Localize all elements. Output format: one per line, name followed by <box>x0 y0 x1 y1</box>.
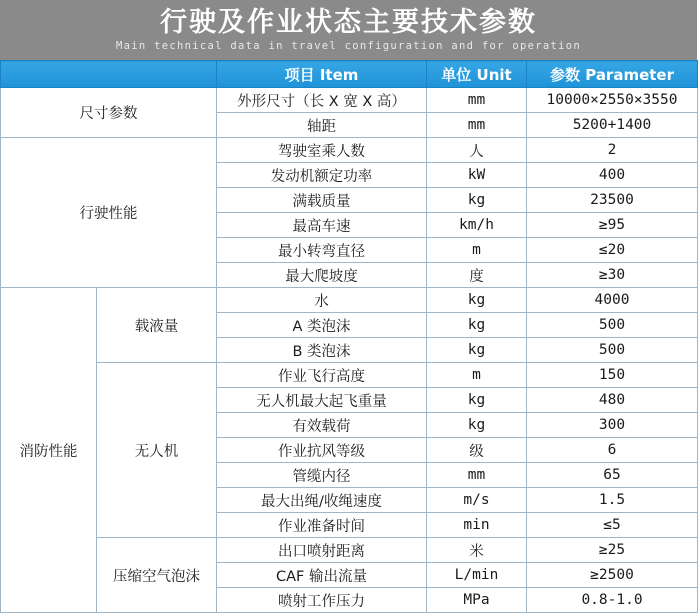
subgroup-label-liquid-capacity: 载液量 <box>97 288 217 363</box>
item-label: 最大出绳/收绳速度 <box>217 488 427 513</box>
item-label: 轴距 <box>217 113 427 138</box>
parameter-value: 400 <box>527 163 698 188</box>
header-text-block <box>116 6 581 52</box>
parameter-value: 2 <box>527 138 698 163</box>
subgroup-label-caf: 压缩空气泡沫 <box>97 538 217 613</box>
item-label: 满载质量 <box>217 188 427 213</box>
unit-label: mm <box>427 113 527 138</box>
unit-label: 度 <box>427 263 527 288</box>
parameter-value: 4000 <box>527 288 698 313</box>
item-label: 最大爬坡度 <box>217 263 427 288</box>
parameter-value: 480 <box>527 388 698 413</box>
parameter-value: 6 <box>527 438 698 463</box>
unit-label: m/s <box>427 488 527 513</box>
group-label-driving-performance: 行驶性能 <box>1 138 217 288</box>
unit-label: kg <box>427 338 527 363</box>
item-label: 管缆内径 <box>217 463 427 488</box>
header-cell-blank <box>1 61 217 88</box>
item-label: 驾驶室乘人数 <box>217 138 427 163</box>
item-label: 出口喷射距离 <box>217 538 427 563</box>
item-label: 作业飞行高度 <box>217 363 427 388</box>
unit-label: min <box>427 513 527 538</box>
unit-label: 人 <box>427 138 527 163</box>
item-label: 有效载荷 <box>217 413 427 438</box>
item-label: A 类泡沫 <box>217 313 427 338</box>
header-cell-parameter: 参数 Parameter <box>527 61 698 88</box>
unit-label: kW <box>427 163 527 188</box>
unit-label: MPa <box>427 588 527 613</box>
parameter-value: 0.8-1.0 <box>527 588 698 613</box>
table-row <box>1 88 698 113</box>
unit-label: 级 <box>427 438 527 463</box>
item-label: B 类泡沫 <box>217 338 427 363</box>
page-title: 行驶及作业状态主要技术参数 <box>159 6 537 38</box>
parameter-value: ≤20 <box>527 238 698 263</box>
group-label-firefighting-performance: 消防性能 <box>1 288 97 613</box>
table-row <box>1 363 698 388</box>
unit-label: m <box>427 238 527 263</box>
parameter-value: 500 <box>527 338 698 363</box>
header-cell-item: 项目 Item <box>217 61 427 88</box>
parameter-value: ≥30 <box>527 263 698 288</box>
specifications-table <box>0 60 698 613</box>
subgroup-label-uav: 无人机 <box>97 363 217 538</box>
parameter-value: 150 <box>527 363 698 388</box>
header-cell-unit: 单位 Unit <box>427 61 527 88</box>
unit-label: kg <box>427 188 527 213</box>
unit-label: kg <box>427 313 527 338</box>
item-label: 无人机最大起飞重量 <box>217 388 427 413</box>
parameter-value: 10000×2550×3550 <box>527 88 698 113</box>
group-label-dimensions: 尺寸参数 <box>1 88 217 138</box>
unit-label: mm <box>427 88 527 113</box>
item-label: 最高车速 <box>217 213 427 238</box>
item-label: 发动机额定功率 <box>217 163 427 188</box>
parameter-value: 500 <box>527 313 698 338</box>
page-header <box>0 0 697 60</box>
parameter-value: ≤5 <box>527 513 698 538</box>
unit-label: mm <box>427 463 527 488</box>
item-label: 喷射工作压力 <box>217 588 427 613</box>
unit-label: kg <box>427 413 527 438</box>
table-header-row <box>1 61 698 88</box>
parameter-value: ≥25 <box>527 538 698 563</box>
item-label: 最小转弯直径 <box>217 238 427 263</box>
table-row <box>1 538 698 563</box>
unit-label: km/h <box>427 213 527 238</box>
unit-label: kg <box>427 288 527 313</box>
table-row <box>1 288 698 313</box>
item-label: 水 <box>217 288 427 313</box>
item-label: 外形尺寸（长 X 宽 X 高） <box>217 88 427 113</box>
item-label: 作业准备时间 <box>217 513 427 538</box>
parameter-value: ≥2500 <box>527 563 698 588</box>
parameter-value: 65 <box>527 463 698 488</box>
unit-label: m <box>427 363 527 388</box>
unit-label: 米 <box>427 538 527 563</box>
parameter-value: 5200+1400 <box>527 113 698 138</box>
item-label: 作业抗风等级 <box>217 438 427 463</box>
table-row <box>1 138 698 163</box>
parameter-value: ≥95 <box>527 213 698 238</box>
parameter-value: 300 <box>527 413 698 438</box>
parameter-value: 1.5 <box>527 488 698 513</box>
unit-label: L/min <box>427 563 527 588</box>
unit-label: kg <box>427 388 527 413</box>
parameter-value: 23500 <box>527 188 698 213</box>
item-label: CAF 输出流量 <box>217 563 427 588</box>
page-subtitle: Main technical data in travel configuration and for operation <box>116 39 581 52</box>
